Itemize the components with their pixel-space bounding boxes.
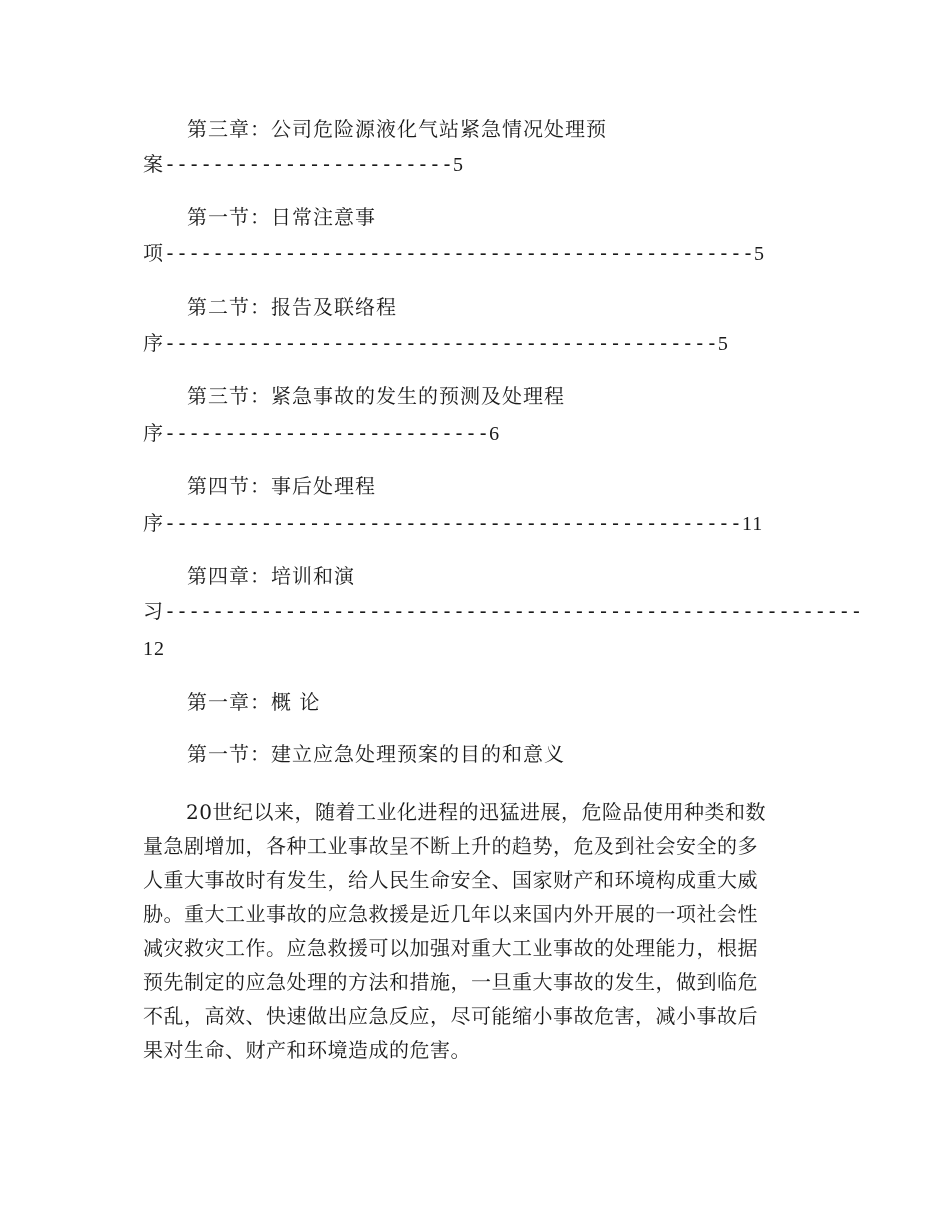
paragraph-line: 量急剧增加，各种工业事故呈不断上升的趋势，危及到社会安全的多 [143, 834, 758, 858]
toc-entry-leader-line [143, 151, 464, 178]
toc-page-number: 11 [741, 513, 764, 535]
toc-entry-leader-line [143, 330, 729, 357]
toc-entry-leader-line [143, 510, 763, 537]
chapter-heading: 第一章：概 论 [187, 690, 321, 714]
toc-entry-title: 第二节：报告及联络程 [187, 295, 397, 319]
body-paragraph [143, 795, 811, 1067]
toc-leader-dots: ------------------------------------------------- [164, 241, 755, 265]
paragraph-line: 胁。重大工业事故的应急救援是近几年以来国内外开展的一项社会性 [143, 902, 758, 926]
toc-page-number: 12 [143, 638, 165, 660]
toc-leader-dots: ------------------------------------------------ [164, 511, 742, 535]
paragraph-line: 不乱，高效、快速做出应急反应，尽可能缩小事故危害，减小事故后 [143, 1004, 758, 1028]
paragraph-line: 预先制定的应急处理的方法和措施，一旦重大事故的发生，做到临危 [143, 970, 758, 994]
toc-page-number: 5 [754, 243, 766, 265]
toc-entry-leader-line [143, 240, 765, 267]
toc-page-number: 6 [489, 423, 501, 445]
toc-entry-title: 第三节：紧急事故的发生的预测及处理程 [187, 384, 565, 408]
toc-leader-dots: ---------------------------------------------------------- [164, 599, 863, 623]
paragraph-line: 人重大事故时有发生，给人民生命安全、国家财产和环境构成重大威 [143, 868, 758, 892]
toc-entry-title: 第一节：日常注意事 [187, 205, 376, 229]
toc-entry-continuation: 习 [143, 599, 164, 623]
toc-entry-title: 第四章：培训和演 [187, 564, 355, 588]
toc-leader-dots: --------------------------- [164, 421, 490, 445]
toc-leader-dots: ---------------------------------------------- [164, 331, 718, 355]
toc-entry-continuation: 序 [143, 511, 164, 535]
toc-entry-leader-line [143, 598, 862, 624]
toc-entry-title: 第四节：事后处理程 [187, 474, 376, 498]
toc-entry-title: 第三章：公司危险源液化气站紧急情况处理预 [187, 117, 607, 141]
toc-entry-continuation: 项 [143, 241, 164, 265]
paragraph-line: 20世纪以来，随着工业化进程的迅猛进展，危险品使用种类和数 [186, 800, 766, 824]
toc-entry-continuation: 案 [143, 152, 164, 176]
toc-leader-dots: ------------------------ [164, 152, 453, 176]
toc-entry-continuation: 序 [143, 331, 164, 355]
section-heading: 第一节：建立应急处理预案的目的和意义 [187, 742, 565, 766]
toc-page-number: 5 [717, 333, 729, 355]
paragraph-line: 果对生命、财产和环境造成的危害。 [143, 1038, 471, 1062]
toc-entry-leader-line [143, 420, 500, 447]
paragraph-line: 减灾救灾工作。应急救援可以加强对重大工业事故的处理能力，根据 [143, 936, 758, 960]
toc-entry-continuation: 序 [143, 421, 164, 445]
toc-page-number: 5 [452, 154, 464, 176]
